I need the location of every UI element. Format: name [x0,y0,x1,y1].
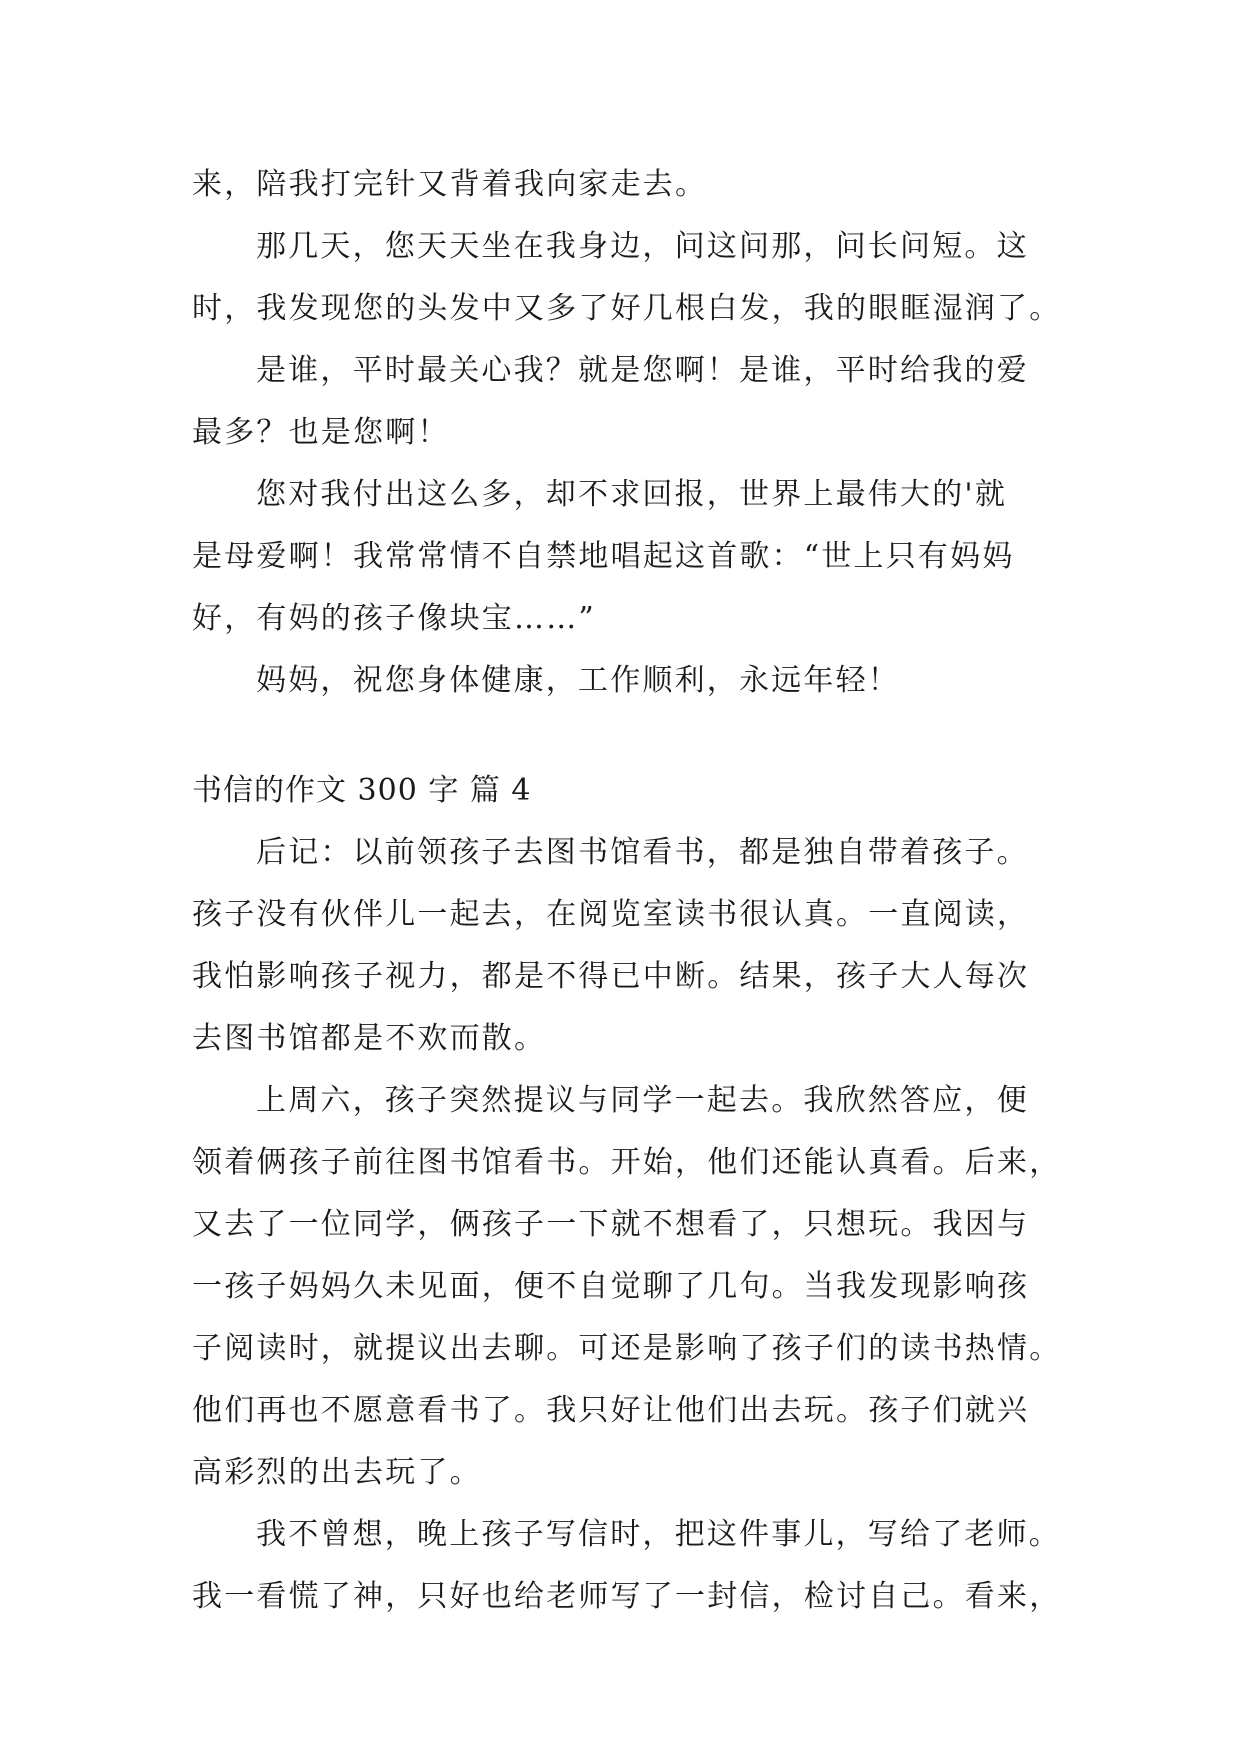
body-line: 领着俩孩子前往图书馆看书。开始，他们还能认真看。后来， [192,1145,1062,1180]
body-line: 最多？也是您啊！ [192,415,450,450]
paragraph-start-line: 后记：以前领孩子去图书馆看书，都是独自带着孩子。 [256,835,1029,870]
body-line: 子阅读时，就提议出去聊。可还是影响了孩子们的读书热情。 [192,1331,1062,1366]
body-line: 他们再也不愿意看书了。我只好让他们出去玩。孩子们就兴 [192,1393,1030,1428]
body-line: 好，有妈的孩子像块宝……” [192,601,596,636]
body-line: 时，我发现您的头发中又多了好几根白发，我的眼眶湿润了。 [192,291,1062,326]
paragraph-start-line: 是谁，平时最关心我？就是您啊！是谁，平时给我的爱 [256,353,1029,388]
paragraph-start-line: 上周六，孩子突然提议与同学一起去。我欣然答应，便 [256,1083,1029,1118]
body-line: 我一看慌了神，只好也给老师写了一封信，检讨自己。看来， [192,1579,1062,1614]
paragraph-start-line: 您对我付出这么多，却不求回报，世界上最伟大的'就 [256,477,1008,512]
section-heading: 书信的作文 300 字 篇 4 [192,773,532,808]
body-line: 孩子没有伙伴儿一起去，在阅览室读书很认真。一直阅读， [192,897,1030,932]
body-line: 是母爱啊！我常常情不自禁地唱起这首歌：“世上只有妈妈 [192,539,1015,574]
paragraph-start-line: 我不曾想，晚上孩子写信时，把这件事儿，写给了老师。 [256,1517,1061,1552]
body-line: 去图书馆都是不欢而散。 [192,1021,547,1056]
body-line: 来，陪我打完针又背着我向家走去。 [192,167,708,202]
body-line: 又去了一位同学，俩孩子一下就不想看了，只想玩。我因与 [192,1207,1030,1242]
body-line: 一孩子妈妈久未见面，便不自觉聊了几句。当我发现影响孩 [192,1269,1030,1304]
body-line: 高彩烈的出去玩了。 [192,1455,482,1490]
body-line: 我怕影响孩子视力，都是不得已中断。结果，孩子大人每次 [192,959,1030,994]
paragraph-start-line: 妈妈，祝您身体健康，工作顺利，永远年轻！ [256,663,900,698]
paragraph-start-line: 那几天，您天天坐在我身边，问这问那，问长问短。这 [256,229,1029,264]
